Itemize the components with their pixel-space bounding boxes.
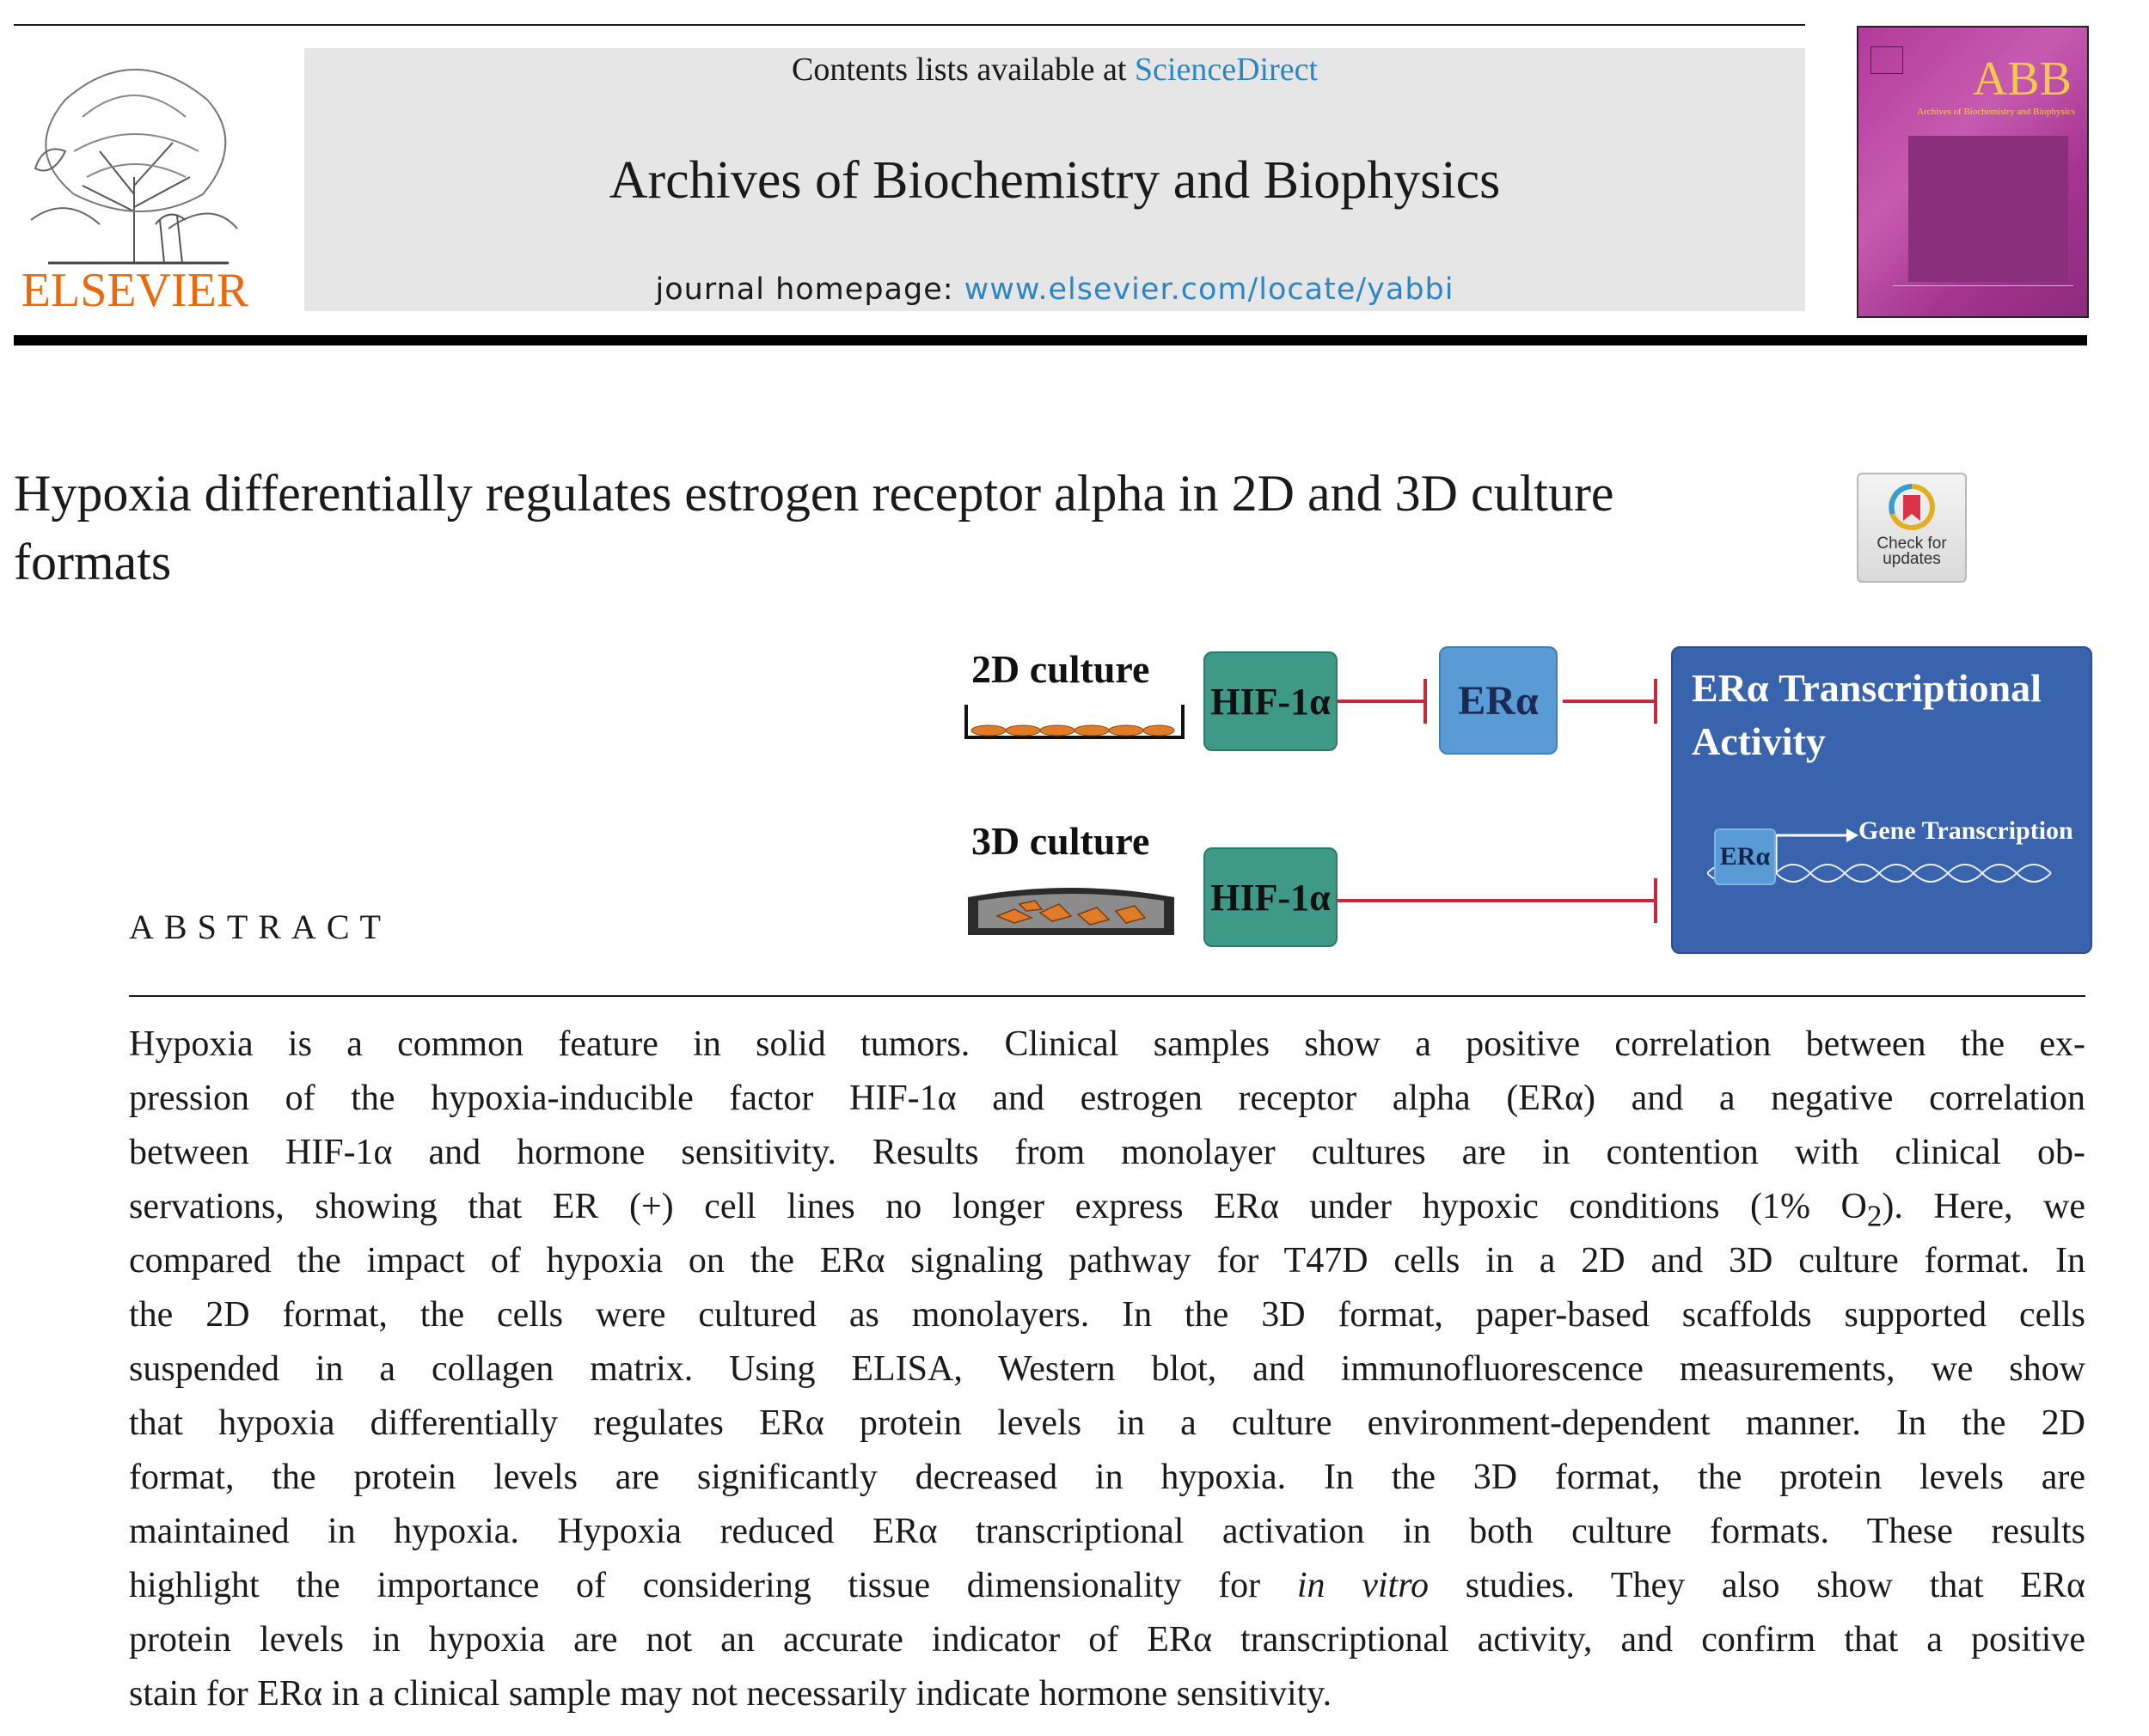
abstract-line: that hypoxia differentially regulates ERα protein levels in a culture environment-dependent manner. In the 2D: [129, 1403, 2085, 1443]
cover-publisher-mark-icon: [1870, 46, 1903, 74]
activity-title: ERα Transcriptional Activity: [1692, 666, 2042, 763]
transcription-arrow-icon: [1774, 825, 1860, 877]
abstract-line: [129, 1559, 2085, 1613]
abstract-line: between HIF-1α and hormone sensitivity. Results from monolayer cultures are in contention with clinical ob-: [129, 1133, 2085, 1172]
label-2d-culture: 2D culture: [971, 647, 1150, 691]
cover-divider: [1893, 285, 2073, 286]
abstract-heading: ABSTRACT: [129, 908, 391, 946]
check-updates-label: [1858, 536, 1965, 567]
cover-image-panel: [1908, 136, 2068, 282]
abstract-line: the 2D format, the cells were cultured as monolayers. In the 3D format, paper-based scaffolds supported cells: [129, 1295, 2085, 1335]
abstract-line: suspended in a collagen matrix. Using ELISA, Western blot, and immunofluorescence measurements, we show: [129, 1349, 2085, 1389]
hif1a-box-3d: HIF-1α: [1203, 847, 1338, 947]
abstract-line-4-tail: ). Here, we: [1882, 1187, 2086, 1226]
contents-line: [304, 50, 1805, 89]
homepage-line: [304, 272, 1805, 308]
abstract-body: [129, 1018, 2085, 1721]
cover-subtitle: Archives of Biochemistry and Biophysics: [1917, 107, 2075, 117]
abstract-line-11-tail: studies. They also show that ERα: [1429, 1566, 2085, 1605]
dish-3d-icon: [963, 878, 1179, 938]
journal-name: Archives of Biochemistry and Biophysics: [609, 151, 1501, 210]
homepage-prefix: journal homepage:: [655, 272, 964, 307]
inhibition-arrows: [1338, 679, 1681, 928]
abstract-line: pression of the hypoxia-inducible factor HIF-1α and estrogen receptor alpha (ERα) and a negative correlation: [129, 1079, 2085, 1118]
era-transcriptional-activity-box: [1671, 646, 2092, 954]
header-top-rule: [14, 24, 1805, 26]
sciencedirect-link[interactable]: ScienceDirect: [1134, 52, 1319, 88]
abstract-line: stain for ERα in a clinical sample may not necessarily indicate hormone sensitivity.: [129, 1674, 1332, 1714]
journal-cover-thumbnail[interactable]: [1857, 26, 2089, 318]
dish-2d-icon: [963, 701, 1186, 746]
article-title: Hypoxia differentially regulates estrogen receptor alpha in 2D and 3D culture formats: [14, 465, 1614, 590]
abstract-rule: [129, 995, 2085, 997]
check-updates-line1: Check for: [1877, 535, 1947, 553]
hif1a-box-2d: HIF-1α: [1203, 651, 1338, 751]
header-bottom-rule: [14, 335, 2087, 345]
abstract-line-4-main: servations, showing that ER (+) cell lines no longer express ERα under hypoxic conditions (1% O: [129, 1187, 1867, 1226]
abstract-line: format, the protein levels are significantly decreased in hypoxia. In the 3D format, the protein levels are: [129, 1458, 2085, 1497]
check-updates-icon: [1888, 483, 1936, 535]
abstract-line: protein levels in hypoxia are not an accurate indicator of ERα transcriptional activity, and confirm that a positive: [129, 1620, 2085, 1660]
check-updates-line2: updates: [1883, 550, 1941, 568]
label-3d-culture: 3D culture: [971, 819, 1150, 863]
abstract-line: [129, 1180, 2085, 1234]
check-for-updates-button[interactable]: [1857, 473, 1967, 583]
contents-prefix: Contents lists available at: [791, 52, 1135, 88]
small-era-box: ERα: [1714, 828, 1776, 885]
gene-transcription-label: Gene Transcription: [1858, 816, 2073, 845]
abstract-line-11-main: highlight the importance of considering tissue dimensionality for: [129, 1566, 1297, 1605]
in-vitro-italic: in vitro: [1296, 1566, 1429, 1605]
era-box: ERα: [1439, 646, 1558, 755]
cover-abbrev: ABB: [1972, 52, 2072, 106]
abstract-line: maintained in hypoxia. Hypoxia reduced ERα transcriptional activation in both culture formats. These results: [129, 1512, 2085, 1551]
publisher-wordmark: ELSEVIER: [21, 264, 249, 317]
o2-subscript: 2: [1866, 1199, 1883, 1233]
abstract-line: compared the impact of hypoxia on the ERα signaling pathway for T47D cells in a 2D and 3D culture format. In: [129, 1241, 2085, 1281]
abstract-line: Hypoxia is a common feature in solid tumors. Clinical samples show a positive correlation between the ex-: [129, 1024, 2085, 1064]
homepage-link[interactable]: www.elsevier.com/locate/yabbi: [964, 272, 1454, 307]
